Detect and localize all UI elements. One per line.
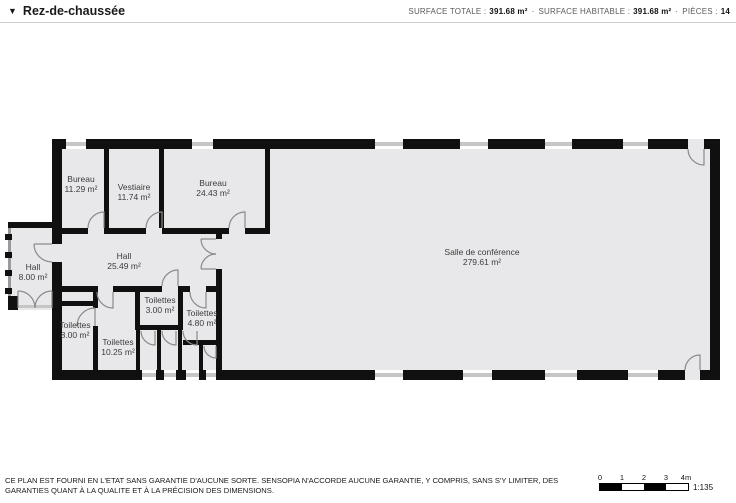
scale-ruler <box>599 483 689 491</box>
stat-value: 391.68 m² <box>633 6 672 16</box>
legal-disclaimer-line2: GARANTIES QUANT À LA QUALITE ET À LA PRÉCISION DES DIMENSIONS. <box>5 486 274 495</box>
scale-bar <box>598 473 736 501</box>
stat-value: 14 <box>720 6 730 16</box>
stat-value: 391.68 m² <box>489 6 528 16</box>
stat-separator: · <box>531 6 535 16</box>
legal-disclaimer-line1: CE PLAN EST FOURNI EN L'ETAT SANS GARANTIE D'AUCUNE SORTE. SENSOPIA N'ACCORDE AUCUNE GARANTIE, Y COMPRIS, SANS S'Y LIMITER, DES <box>5 476 559 485</box>
stat-label: SURFACE HABITABLE : <box>538 6 631 16</box>
scale-tick-labels <box>598 473 736 483</box>
room-label-bureau-2: Bureau 24.43 m² <box>196 178 230 198</box>
room-label-toilettes-10: Toilettes 10.25 m² <box>101 337 135 357</box>
scale-tick: 1 <box>619 473 625 482</box>
stat-label: PIÈCES : <box>682 6 718 16</box>
room-label-bureau-1: Bureau 11.29 m² <box>64 174 98 194</box>
scale-tick: 2 <box>641 473 647 482</box>
room-label-vestiaire: Vestiaire 11.74 m² <box>117 182 151 202</box>
collapse-arrow-icon[interactable]: ▼ <box>8 5 17 16</box>
scale-ratio: 1:135 <box>693 483 714 492</box>
room-label-toilettes-4: Toilettes 4.80 m² <box>186 308 218 328</box>
room-label-toilettes-8: Toilettes 8.00 m² <box>59 320 91 340</box>
room-label-hall-small: Hall 8.00 m² <box>18 262 48 282</box>
room-label-hall-main: Hall 25.49 m² <box>107 251 141 271</box>
scale-tick: 3 <box>663 473 669 482</box>
stat-separator: · <box>675 6 679 16</box>
room-label-conference: Salle de conférence 279.61 m² <box>444 247 520 267</box>
legal-disclaimer <box>5 476 558 496</box>
floor-title: Rez-de-chaussée <box>22 4 126 18</box>
room-label-toilettes-3: Toilettes 3.00 m² <box>144 295 176 315</box>
scale-tick: 4m <box>680 473 692 482</box>
scale-tick: 0 <box>597 473 603 482</box>
stat-label: SURFACE TOTALE : <box>408 6 487 16</box>
